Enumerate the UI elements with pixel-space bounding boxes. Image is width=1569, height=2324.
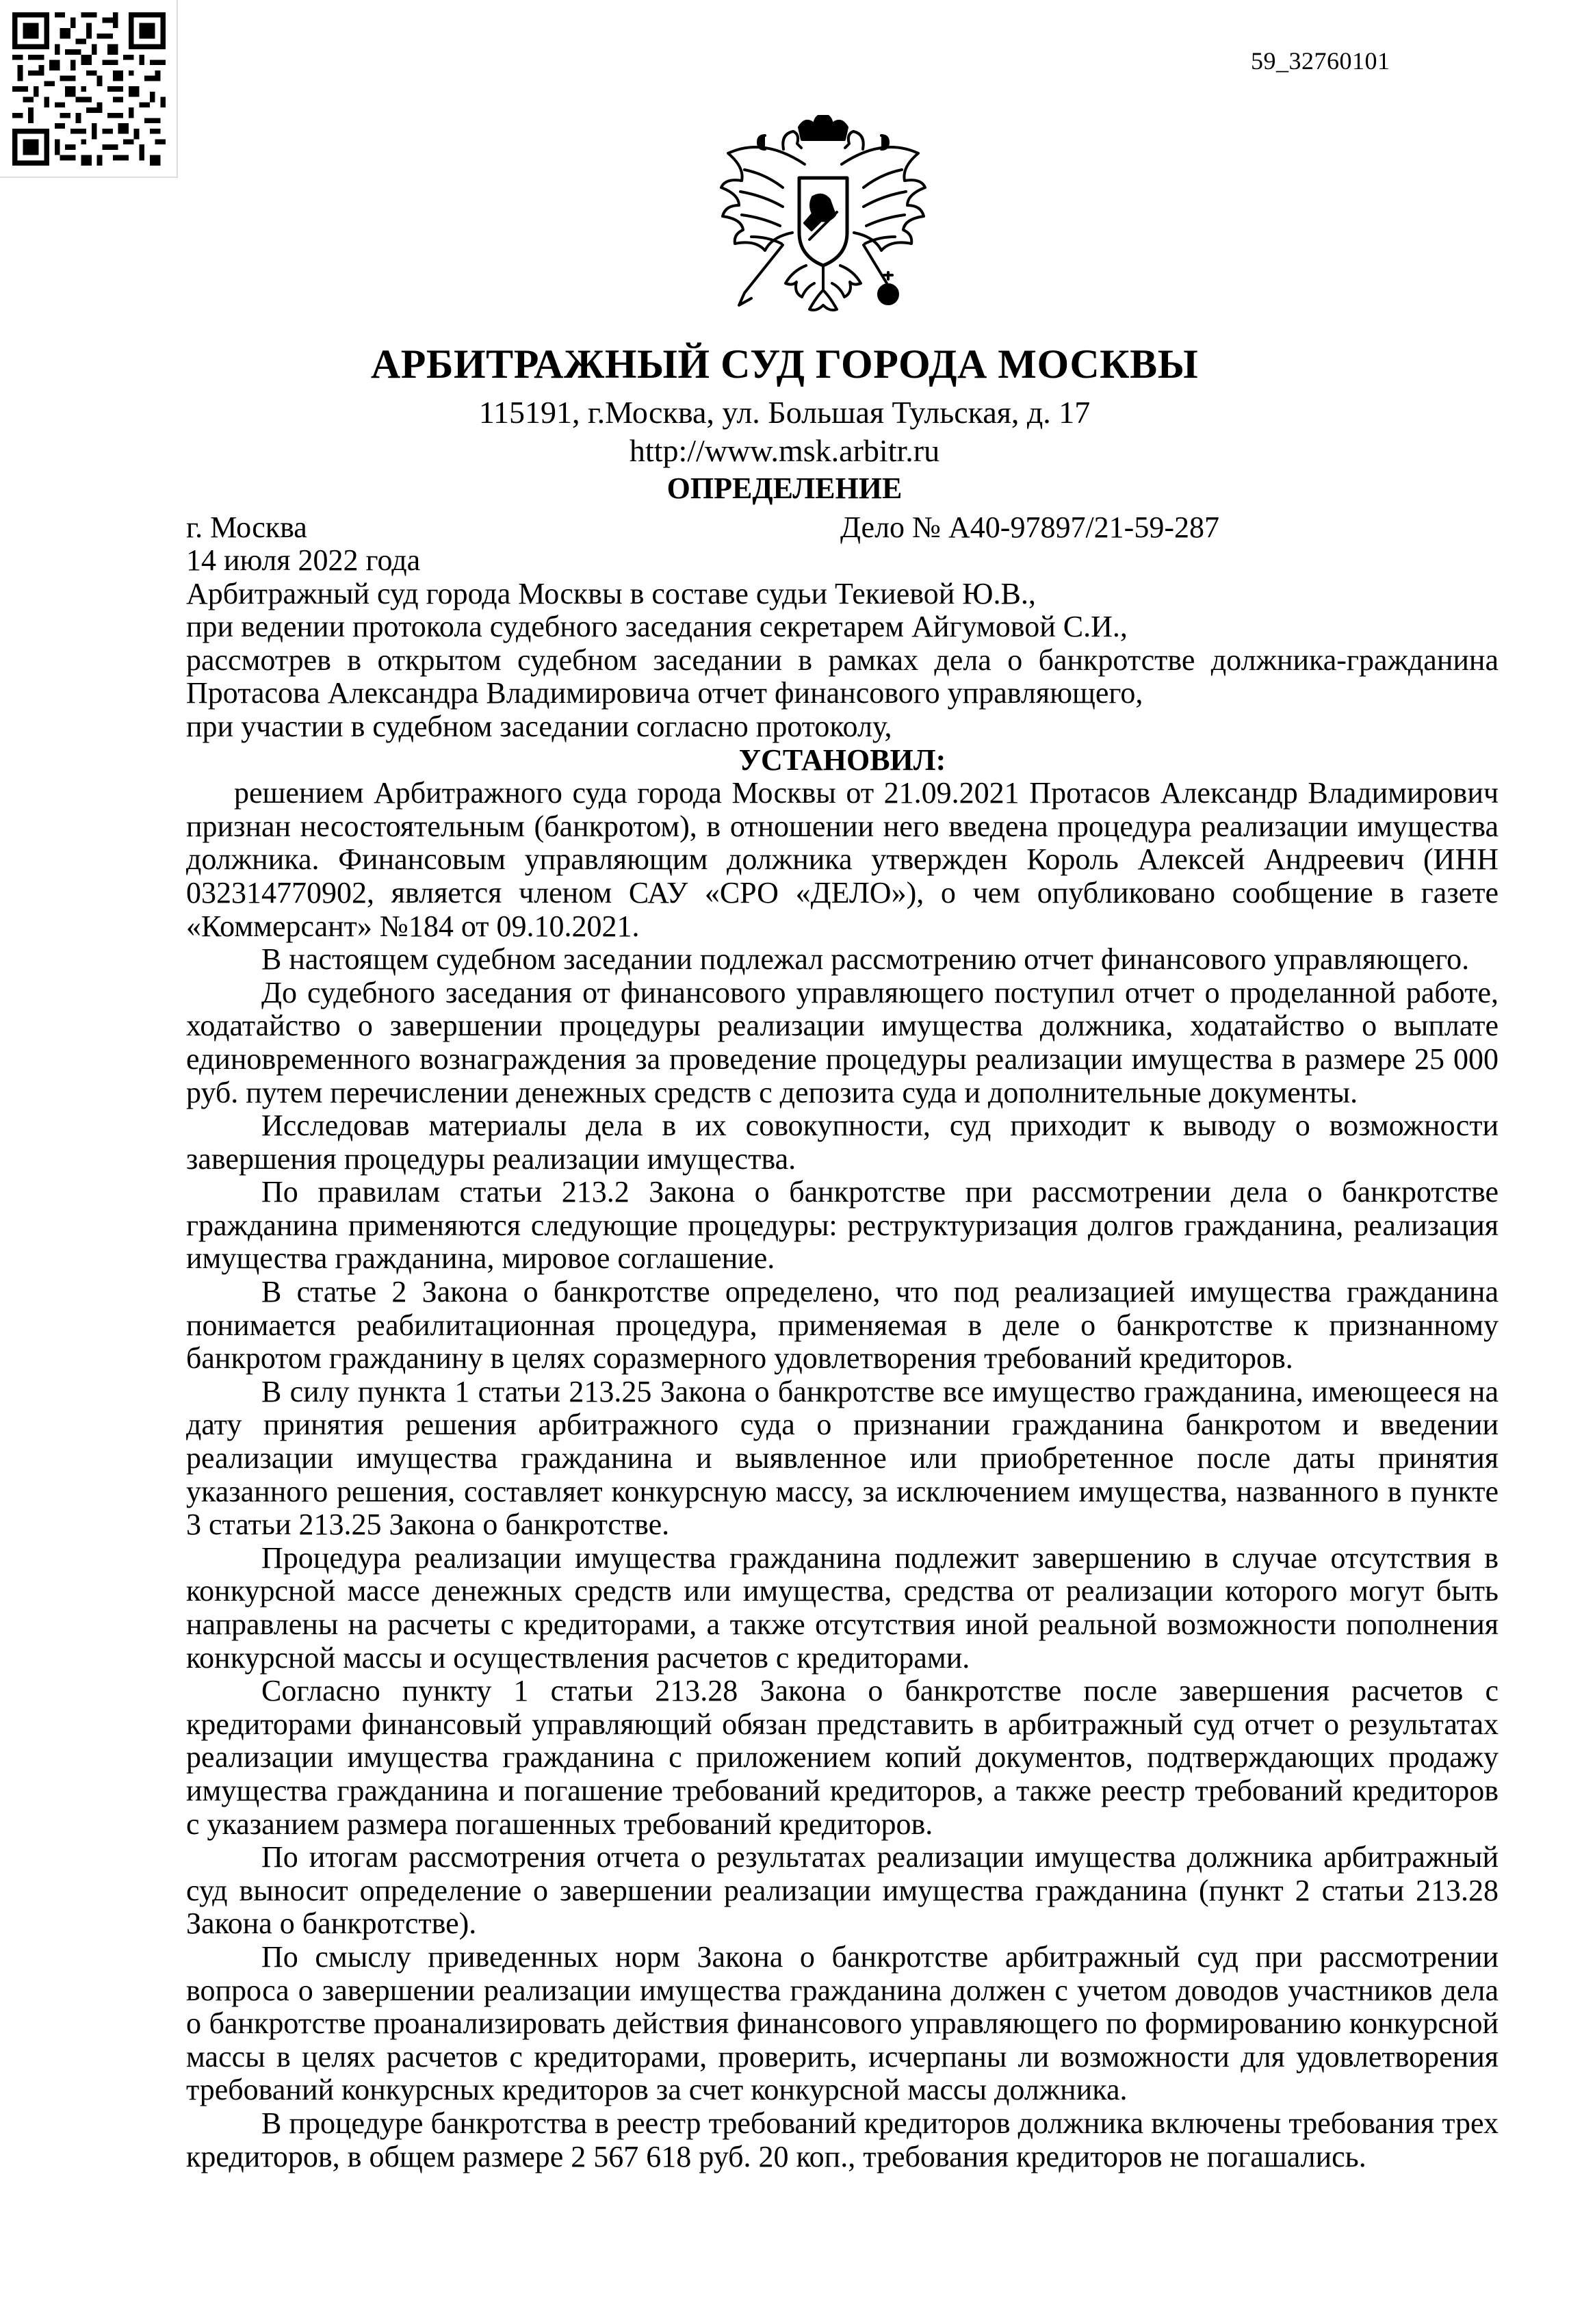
section-heading: УСТАНОВИЛ: bbox=[738, 743, 946, 777]
paragraph: В силу пункта 1 статьи 213.25 Закона о банкротстве все имущество гражданина, имеющееся на дату принятия решения арбитражного суда о признании гражданина банкротом и введении реализации имущества гражданина и выявленное или приобретенное после даты принятия указанного решения, составляет конкурсную массу, за исключением имущества, названного в пункте 3 статьи 213.25 Закона о банкротстве. bbox=[186, 1374, 1499, 1542]
qr-code-icon bbox=[12, 12, 166, 166]
paragraph: Процедура реализации имущества гражданина подлежит завершению в случае отсутствия в конкурсной массе денежных средств или имущества, средства от реализации которого могут быть направлены на расчеты с кредиторами, а также отсутствия иной реальной возможности пополнения конкурсной массы и осуществления расчетов с кредиторами. bbox=[186, 1540, 1499, 1675]
intro-line: Арбитражный суд города Москвы в составе судьи Текиевой Ю.В., bbox=[186, 576, 1036, 610]
paragraph: Согласно пункту 1 статьи 213.28 Закона о банкротстве после завершения расчетов с кредиторами финансовый управляющий обязан представить в арбитражный суд отчет о результатах реализации имущества гражданина с приложением копий документов, подтверждающих продажу имущества гражданина и погашение требований кредиторов, а также реестр требований кредиторов с указанием размера погашенных требований кредиторов. bbox=[186, 1674, 1499, 1841]
coat-of-arms-icon bbox=[717, 115, 929, 328]
paragraph: решением Арбитражного суда города Москвы от 21.09.2021 Протасов Александр Владимирович признан несостоятельным (банкротом), в отношении него введена процедура реализации имущества должника. Финансовым управляющим должника утвержден Король Алексей Андреевич (ИНН 032314770902, является членом САУ «СРО «ДЕЛО»), о чем опубликовано сообщение в газете «Коммерсант» №184 от 09.10.2021. bbox=[186, 776, 1499, 943]
intro-line: при ведении протокола судебного заседания секретарем Айгумовой С.И., bbox=[186, 610, 1128, 644]
paragraph: По смыслу приведенных норм Закона о банкротстве арбитражный суд при рассмотрении вопроса о завершении реализации имущества гражданина должен с учетом доводов участников дела о банкротстве проанализировать действия финансового управляющего по формированию конкурсной массы в целях расчетов с кредиторами, проверить, исчерпаны ли возможности для удовлетворения требований конкурсных кредиторов за счет конкурсной массы должника. bbox=[186, 1939, 1499, 2107]
intro-line: рассмотрев в открытом судебном заседании в рамках дела о банкротстве должника-гражданина Протасова Александра Владимировича отчет финансового управляющего, bbox=[186, 643, 1499, 710]
intro-line: при участии в судебном заседании согласно протоколу, bbox=[186, 709, 892, 743]
paragraph: В настоящем судебном заседании подлежал рассмотрению отчет финансового управляющего. bbox=[261, 942, 1470, 977]
court-name: АРБИТРАЖНЫЙ СУД ГОРОДА МОСКВЫ bbox=[370, 341, 1199, 387]
document-body bbox=[186, 544, 1499, 2173]
case-number: Дело № А40-97897/21-59-287 bbox=[840, 511, 1219, 544]
paragraph: По итогам рассмотрения отчета о результатах реализации имущества должника арбитражный суд выносит определение о завершении реализации имущества гражданина (пункт 2 статьи 213.28 Закона о банкротстве). bbox=[186, 1840, 1499, 1941]
city: г. Москва bbox=[186, 511, 307, 544]
paragraph: Исследовав материалы дела в их совокупности, суд приходит к выводу о возможности завершения процедуры реализации имущества. bbox=[186, 1109, 1499, 1176]
paragraph: До судебного заседания от финансового управляющего поступил отчет о проделанной работе, ходатайство о завершении процедуры реализации имущества должника, ходатайство о выплате единовременного вознаграждения за проведение процедуры реализации имущества в размере 25 000 руб. путем перечислении денежных средств с депозита суда и дополнительные документы. bbox=[186, 975, 1499, 1109]
document-title: ОПРЕДЕЛЕНИЕ bbox=[666, 472, 903, 505]
court-website: http://www.msk.arbitr.ru bbox=[629, 433, 940, 468]
document-date: 14 июля 2022 года bbox=[186, 543, 421, 577]
document-number: 59_32760101 bbox=[1251, 47, 1390, 75]
paragraph: В процедуре банкротства в реестр требований кредиторов должника включены требования трех кредиторов, в общем размере 2 567 618 руб. 20 коп., требования кредиторов не погашались. bbox=[186, 2106, 1499, 2173]
court-address: 115191, г.Москва, ул. Большая Тульская, д. 17 bbox=[478, 395, 1091, 430]
paragraph: В статье 2 Закона о банкротстве определено, что под реализацией имущества гражданина понимается реабилитационная процедура, применяемая в деле о банкротстве к признанному банкротом гражданину в целях соразмерного удовлетворения требований кредиторов. bbox=[186, 1275, 1499, 1376]
paragraph: По правилам статьи 213.2 Закона о банкротстве при рассмотрении дела о банкротстве гражданина применяются следующие процедуры: реструктуризация долгов гражданина, реализация имущества гражданина, мировое соглашение. bbox=[186, 1175, 1499, 1276]
